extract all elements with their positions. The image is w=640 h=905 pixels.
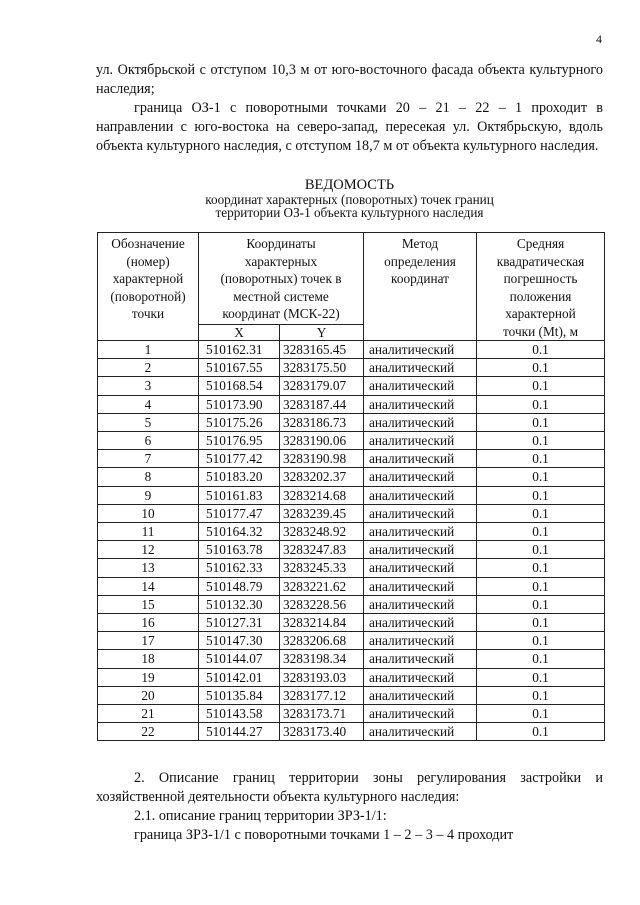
cell-y: 3283247.83 — [280, 541, 364, 559]
cell-point-number: 18 — [98, 650, 199, 668]
table-row — [98, 541, 605, 559]
table-row — [98, 413, 605, 431]
cell-method: аналитический — [364, 632, 477, 650]
cell-point-number: 7 — [98, 450, 199, 468]
cell-method: аналитический — [364, 559, 477, 577]
cell-x: 510176.95 — [199, 432, 280, 450]
cell-y: 3283214.68 — [280, 486, 364, 504]
cell-method: аналитический — [364, 686, 477, 704]
paragraph-section-2-1: 2.1. описание границ территории ЗРЗ-1/1: — [134, 808, 387, 824]
cell-mean-error: 0.1 — [477, 432, 605, 450]
cell-point-number: 8 — [98, 468, 199, 486]
cell-x: 510135.84 — [199, 686, 280, 704]
table-row — [98, 341, 605, 359]
cell-method: аналитический — [364, 341, 477, 359]
paragraph-section-2: 2. Описание границ территории зоны регулирования застройки и хозяйственной деятельности объекта культурного наследия: — [96, 770, 603, 805]
cell-mean-error: 0.1 — [477, 668, 605, 686]
table-row — [98, 595, 605, 613]
cell-method: аналитический — [364, 668, 477, 686]
cell-mean-error: 0.1 — [477, 650, 605, 668]
cell-mean-error: 0.1 — [477, 559, 605, 577]
cell-mean-error: 0.1 — [477, 686, 605, 704]
coordinates-table-body — [98, 341, 605, 741]
cell-point-number: 10 — [98, 504, 199, 522]
cell-point-number: 11 — [98, 523, 199, 541]
cell-y: 3283175.50 — [280, 359, 364, 377]
cell-x: 510161.83 — [199, 486, 280, 504]
cell-mean-error: 0.1 — [477, 395, 605, 413]
cell-y: 3283179.07 — [280, 377, 364, 395]
cell-mean-error: 0.1 — [477, 632, 605, 650]
cell-point-number: 16 — [98, 614, 199, 632]
cell-x: 510168.54 — [199, 377, 280, 395]
cell-method: аналитический — [364, 359, 477, 377]
cell-mean-error: 0.1 — [477, 341, 605, 359]
cell-method: аналитический — [364, 395, 477, 413]
cell-mean-error: 0.1 — [477, 468, 605, 486]
cell-mean-error: 0.1 — [477, 541, 605, 559]
table-row — [98, 705, 605, 723]
cell-y: 3283198.34 — [280, 650, 364, 668]
cell-point-number: 12 — [98, 541, 199, 559]
cell-x: 510177.47 — [199, 504, 280, 522]
cell-point-number: 19 — [98, 668, 199, 686]
table-row — [98, 395, 605, 413]
cell-mean-error: 0.1 — [477, 577, 605, 595]
cell-x: 510173.90 — [199, 395, 280, 413]
cell-point-number: 5 — [98, 413, 199, 431]
cell-method: аналитический — [364, 705, 477, 723]
cell-x: 510164.32 — [199, 523, 280, 541]
cell-mean-error: 0.1 — [477, 413, 605, 431]
cell-x: 510163.78 — [199, 541, 280, 559]
cell-method: аналитический — [364, 413, 477, 431]
cell-y: 3283206.68 — [280, 632, 364, 650]
cell-method: аналитический — [364, 614, 477, 632]
table-title-line-1: координат характерных (поворотных) точек границ — [205, 192, 494, 207]
table-row — [98, 377, 605, 395]
cell-x: 510144.07 — [199, 650, 280, 668]
cell-method: аналитический — [364, 541, 477, 559]
header-method: Метод определения координат — [364, 233, 477, 341]
cell-y: 3283202.37 — [280, 468, 364, 486]
table-row — [98, 723, 605, 741]
cell-x: 510167.55 — [199, 359, 280, 377]
cell-method: аналитический — [364, 650, 477, 668]
cell-y: 3283214.84 — [280, 614, 364, 632]
header-y: Y — [280, 325, 364, 341]
cell-point-number: 13 — [98, 559, 199, 577]
cell-x: 510132.30 — [199, 595, 280, 613]
cell-y: 3283193.03 — [280, 668, 364, 686]
cell-x: 510162.33 — [199, 559, 280, 577]
cell-point-number: 6 — [98, 432, 199, 450]
table-row — [98, 523, 605, 541]
cell-method: аналитический — [364, 450, 477, 468]
cell-x: 510144.27 — [199, 723, 280, 741]
cell-mean-error: 0.1 — [477, 359, 605, 377]
cell-mean-error: 0.1 — [477, 705, 605, 723]
cell-y: 3283248.92 — [280, 523, 364, 541]
cell-mean-error: 0.1 — [477, 450, 605, 468]
cell-y: 3283165.45 — [280, 341, 364, 359]
cell-x: 510143.58 — [199, 705, 280, 723]
cell-y: 3283245.33 — [280, 559, 364, 577]
cell-y: 3283239.45 — [280, 504, 364, 522]
cell-point-number: 3 — [98, 377, 199, 395]
table-row — [98, 486, 605, 504]
cell-x: 510183.20 — [199, 468, 280, 486]
cell-x: 510177.42 — [199, 450, 280, 468]
cell-point-number: 9 — [98, 486, 199, 504]
table-title — [96, 178, 603, 219]
paragraph-boundary-oz1: граница ОЗ-1 с поворотными точками 20 – 21 – 22 – 1 проходит в направлении с юго-востока на северо-запад, пересекая ул. Октябрьскую, вдоль объекта культурного наследия, с отступом 18,7 м от объекта культурного наследия. — [96, 100, 603, 154]
cell-y: 3283221.62 — [280, 577, 364, 595]
cell-point-number: 17 — [98, 632, 199, 650]
table-row — [98, 468, 605, 486]
cell-method: аналитический — [364, 468, 477, 486]
table-row — [98, 686, 605, 704]
paragraph-street-offset: ул. Октябрьской с отступом 10,3 м от юго-восточного фасада объекта культурного наследия; — [96, 62, 603, 97]
cell-point-number: 2 — [98, 359, 199, 377]
cell-method: аналитический — [364, 577, 477, 595]
cell-method: аналитический — [364, 486, 477, 504]
cell-x: 510175.26 — [199, 413, 280, 431]
cell-mean-error: 0.1 — [477, 523, 605, 541]
cell-y: 3283190.98 — [280, 450, 364, 468]
cell-method: аналитический — [364, 377, 477, 395]
cell-point-number: 4 — [98, 395, 199, 413]
cell-y: 3283173.71 — [280, 705, 364, 723]
cell-y: 3283186.73 — [280, 413, 364, 431]
cell-point-number: 22 — [98, 723, 199, 741]
cell-point-number: 1 — [98, 341, 199, 359]
table-title-heading: ВЕДОМОСТЬ — [304, 177, 395, 193]
cell-mean-error: 0.1 — [477, 504, 605, 522]
cell-point-number: 14 — [98, 577, 199, 595]
cell-y: 3283177.12 — [280, 686, 364, 704]
coordinates-table — [97, 232, 605, 741]
cell-method: аналитический — [364, 595, 477, 613]
cell-x: 510148.79 — [199, 577, 280, 595]
cell-mean-error: 0.1 — [477, 614, 605, 632]
table-row — [98, 504, 605, 522]
table-row — [98, 632, 605, 650]
table-row — [98, 650, 605, 668]
table-row — [98, 614, 605, 632]
cell-method: аналитический — [364, 504, 477, 522]
cell-point-number: 20 — [98, 686, 199, 704]
table-row — [98, 668, 605, 686]
paragraph-boundary-zrz: граница ЗРЗ-1/1 с поворотными точками 1 – 2 – 3 – 4 проходит — [134, 827, 514, 843]
cell-mean-error: 0.1 — [477, 595, 605, 613]
table-row — [98, 450, 605, 468]
table-row — [98, 359, 605, 377]
header-mean-error: Средняя квадратическая погрешность положения характерной точки (Mt), м — [477, 233, 605, 341]
cell-y: 3283187.44 — [280, 395, 364, 413]
table-row — [98, 577, 605, 595]
cell-y: 3283228.56 — [280, 595, 364, 613]
table-row — [98, 432, 605, 450]
header-x: X — [199, 325, 280, 341]
header-coordinates: Координаты характерных (поворотных) точек в местной системе координат (МСК-22) — [199, 233, 364, 325]
table-row — [98, 559, 605, 577]
cell-x: 510147.30 — [199, 632, 280, 650]
cell-point-number: 21 — [98, 705, 199, 723]
cell-mean-error: 0.1 — [477, 723, 605, 741]
header-point-number: Обозначение (номер) характерной (поворотной) точки — [98, 233, 199, 341]
page-number: 4 — [596, 32, 602, 46]
table-title-line-2: территории ОЗ-1 объекта культурного наследия — [215, 205, 484, 220]
cell-mean-error: 0.1 — [477, 486, 605, 504]
cell-y: 3283190.06 — [280, 432, 364, 450]
cell-x: 510162.31 — [199, 341, 280, 359]
cell-x: 510127.31 — [199, 614, 280, 632]
cell-mean-error: 0.1 — [477, 377, 605, 395]
cell-method: аналитический — [364, 723, 477, 741]
cell-x: 510142.01 — [199, 668, 280, 686]
cell-y: 3283173.40 — [280, 723, 364, 741]
cell-method: аналитический — [364, 432, 477, 450]
cell-method: аналитический — [364, 523, 477, 541]
cell-point-number: 15 — [98, 595, 199, 613]
